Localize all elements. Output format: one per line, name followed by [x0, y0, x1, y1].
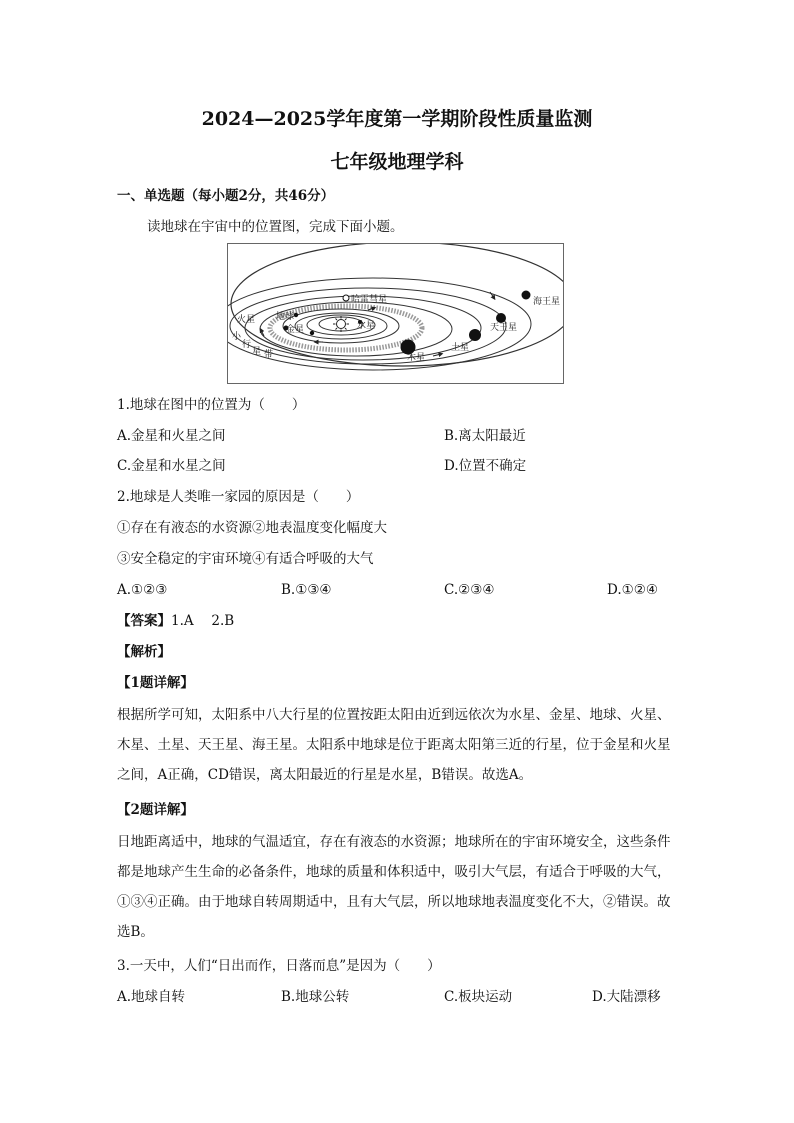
question-1-option-c: C.金星和水星之间 — [117, 458, 226, 474]
question-1-option-d: D.位置不确定 — [444, 458, 527, 474]
question-1-stem: 1.地球在图中的位置为（ ） — [117, 397, 306, 413]
q2-analysis-heading: 【2题详解】 — [117, 802, 194, 818]
question-3-option-a: A.地球自转 — [117, 989, 186, 1005]
question-2-option-d: D.①②④ — [607, 582, 658, 598]
question-2-option-b: B.①③④ — [281, 582, 332, 598]
mercury-label: 水星 — [357, 321, 376, 331]
question-2-statement-1: ①存在有液态的水资源②地表温度变化幅度大 — [117, 520, 387, 536]
saturn-label: 土星 — [451, 343, 470, 353]
earth-label: 地球 — [276, 312, 295, 322]
answer-text: 1.A 2.B — [171, 613, 235, 629]
solar-system-diagram — [227, 243, 564, 384]
venus-planet — [310, 331, 314, 335]
question-1-option-b: B.离太阳最近 — [444, 428, 526, 444]
answer-label: 【答案】 — [117, 613, 171, 629]
q1-analysis-text: 根据所学可知，太阳系中八大行星的位置按距太阳由近到远依次为水星、金星、地球、火星、木星、土星、天王星、海王星。太阳系中地球是位于距离太阳第三近的行星，位于金星和火星之间，A正确，CD错误，离太阳最近的行星是水星，B错误。故选A。 — [117, 707, 671, 783]
asteroid-label: 小 — [232, 332, 242, 342]
saturn-planet — [469, 329, 481, 341]
question-3-option-d: D.大陆漂移 — [592, 989, 661, 1005]
venus-label: 金星 — [286, 325, 305, 335]
question-2-statement-2: ③安全稳定的宇宙环境④有适合呼吸的大气 — [117, 551, 374, 567]
mars-label: 火星 — [237, 315, 256, 325]
page-title: 2024—2025学年度第一学期阶段性质量监测 — [201, 108, 593, 130]
asteroid-label: 带 — [264, 350, 274, 360]
q2-analysis-text: 日地距离适中，地球的气温适宜，存在有液态的水资源；地球所在的宇宙环境安全，这些条件都是地球产生生命的必备条件，地球的质量和体积适中，吸引大气层，有适合于呼吸的大气，①③④正确。由于地球自转周期适中，且有大气层，所以地球地表温度变化不大，②错误。故选B。 — [117, 834, 671, 940]
orbit-arrow — [433, 354, 441, 356]
section-intro: 读地球在宇宙中的位置图，完成下面小题。 — [147, 219, 404, 235]
uranus-planet — [496, 313, 506, 323]
question-2-stem: 2.地球是人类唯一家园的原因是（ ） — [117, 489, 360, 505]
question-2-option-c: C.②③④ — [444, 582, 495, 598]
comet-label: 哈雷彗星 — [351, 295, 388, 305]
question-2-option-a: A.①②③ — [117, 582, 168, 598]
neptune-planet — [522, 291, 531, 300]
sun-icon — [333, 316, 349, 332]
orbit-arrow — [490, 292, 494, 298]
comet-marker — [343, 295, 349, 301]
neptune-label: 海王星 — [533, 297, 561, 307]
answer-line — [117, 611, 234, 631]
asteroid-label: 星 — [252, 347, 262, 357]
mars-planet — [294, 313, 298, 317]
question-1-option-a: A.金星和火星之间 — [117, 428, 226, 444]
analysis-label: 【解析】 — [117, 644, 171, 660]
section-heading: 一、单选题（每小题2分，共46分） — [117, 188, 335, 204]
asteroid-label: 行 — [242, 340, 252, 350]
q1-analysis-heading: 【1题详解】 — [117, 675, 194, 691]
jupiter-label: 木星 — [407, 353, 426, 363]
page-subtitle: 七年级地理学科 — [330, 151, 464, 173]
uranus-label: 天王星 — [490, 323, 518, 333]
question-3-stem: 3.一天中，人们“日出而作，日落而息”是因为（ ） — [117, 958, 441, 974]
question-3-option-b: B.地球公转 — [281, 989, 350, 1005]
question-3-option-c: C.板块运动 — [444, 989, 513, 1005]
